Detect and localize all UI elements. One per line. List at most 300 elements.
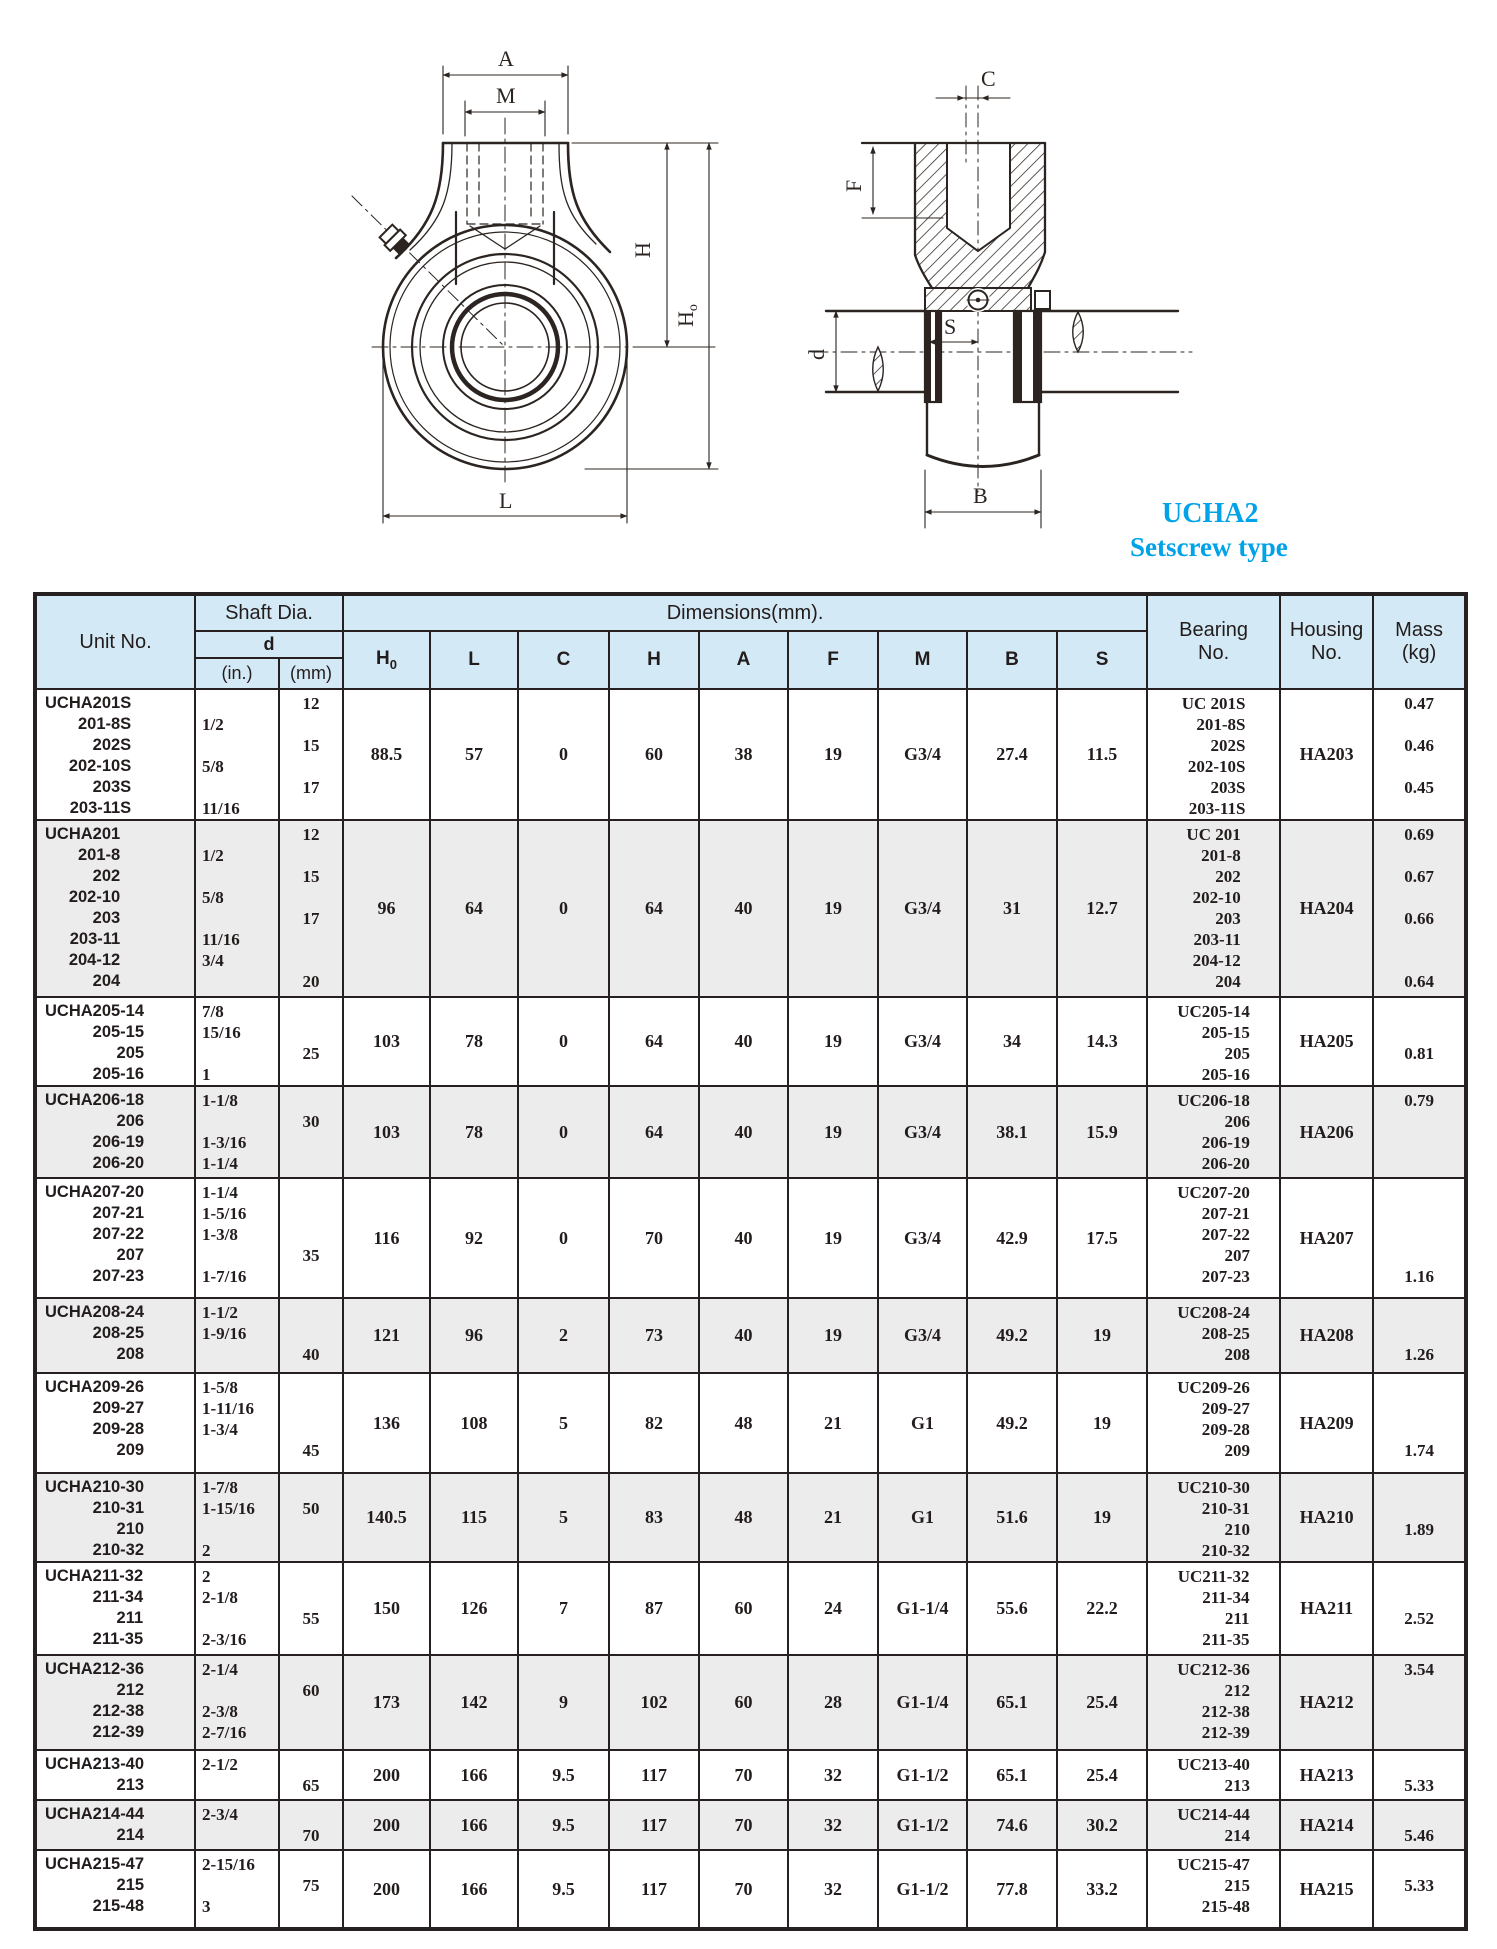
cell-line [280, 1854, 342, 1875]
dim-c-cell: 5 [518, 1373, 609, 1473]
bearing-number-block [1177, 1656, 1250, 1743]
table-row-group [35, 1178, 1466, 1298]
cell-line: 1-3/16 [202, 1133, 247, 1152]
cell-line: UC210-30 [1177, 1478, 1250, 1497]
unit-number-block [40, 1851, 145, 1917]
cell-line: 1-1/2 [202, 1303, 238, 1322]
cell-line: UCHA211-32 [45, 1567, 144, 1585]
dim-h0-cell: 116 [343, 1178, 430, 1298]
dim-s-cell: 11.5 [1057, 689, 1147, 820]
dim-label-M: M [496, 83, 516, 108]
cell-line [280, 1477, 342, 1498]
shaft-in-cell [195, 997, 279, 1086]
mass-cell [1373, 997, 1466, 1086]
header-shaft-d: d [195, 631, 343, 658]
dim-label-d: d [804, 349, 829, 360]
cell-line: 203 [92, 909, 121, 927]
unit-cell [35, 1562, 195, 1655]
cell-line [280, 1203, 342, 1224]
cell-line: UC215-47 [1177, 1855, 1250, 1874]
bearing-number-block [1177, 1801, 1250, 1846]
dim-a-cell: 70 [699, 1750, 788, 1800]
cell-line: 1-7/8 [202, 1478, 238, 1497]
dim-m-cell: G1-1/2 [878, 1850, 967, 1929]
cell-line: 30 [302, 1112, 320, 1131]
bearing-no-cell [1147, 1086, 1280, 1178]
mass-values [1374, 1656, 1464, 1680]
cell-line: UCHA206-18 [45, 1091, 145, 1109]
unit-number-block [40, 1656, 145, 1743]
cell-line [202, 908, 278, 929]
shaft-in-values [196, 1851, 278, 1917]
cell-line [280, 1398, 342, 1419]
cell-line: 1-9/16 [202, 1324, 247, 1343]
cell-line: 212-38 [92, 1702, 145, 1720]
table-row-group [35, 820, 1466, 997]
header-shaft-dia: Shaft Dia. [195, 594, 343, 631]
bearing-no-cell [1147, 1373, 1280, 1473]
dim-h-cell: 64 [609, 820, 699, 997]
dim-l-cell: 126 [430, 1562, 518, 1655]
cell-line [280, 845, 342, 866]
header-shaft-in: (in.) [195, 658, 279, 689]
shaft-in-cell [195, 689, 279, 820]
cell-line: 205 [116, 1044, 145, 1062]
housing-no-cell: HA203 [1280, 689, 1373, 820]
unit-cell [35, 689, 195, 820]
dim-a-cell: 70 [699, 1850, 788, 1929]
shaft-in-values [196, 998, 278, 1085]
cell-line: No. [1311, 642, 1343, 664]
cell-line [280, 756, 342, 777]
shaft-in-cell [195, 820, 279, 997]
dim-a-cell: 48 [699, 1373, 788, 1473]
cell-line: 2-3/4 [202, 1805, 238, 1824]
dim-f-cell: 32 [788, 1750, 878, 1800]
dim-f-cell: 19 [788, 689, 878, 820]
dim-label-C: C [981, 66, 996, 91]
unit-cell [35, 1800, 195, 1850]
cell-line [280, 1224, 342, 1245]
cell-line: 1-3/8 [202, 1225, 238, 1244]
unit-cell [35, 1655, 195, 1750]
unit-number-block [40, 690, 132, 819]
shaft-in-values [196, 1474, 278, 1561]
dim-c-cell: 9.5 [518, 1800, 609, 1850]
cell-line: 205-16 [92, 1065, 145, 1083]
mass-cell [1373, 1373, 1466, 1473]
cell-line [280, 1566, 342, 1587]
cell-line [202, 1111, 278, 1132]
dim-f-cell: 19 [788, 1298, 878, 1373]
cell-line: 210-32 [1201, 1541, 1250, 1560]
cell-line: 15 [302, 867, 320, 886]
dim-a-cell: 40 [699, 1298, 788, 1373]
bearing-no-cell [1147, 1178, 1280, 1298]
dim-c-cell: 0 [518, 1086, 609, 1178]
cell-line: 1-5/8 [202, 1378, 238, 1397]
shaft-in-cell [195, 1562, 279, 1655]
dim-f-cell: 21 [788, 1373, 878, 1473]
unit-cell [35, 1178, 195, 1298]
mass-cell [1373, 1750, 1466, 1800]
cell-line: 212 [116, 1681, 145, 1699]
mass-cell [1373, 1655, 1466, 1750]
cell-line [202, 777, 278, 798]
cell-line: 203-11 [69, 930, 121, 948]
cell-line: 65 [302, 1776, 320, 1795]
dim-s-cell: 19 [1057, 1473, 1147, 1562]
cell-line [1374, 1419, 1464, 1440]
mass-values [1374, 998, 1464, 1064]
dim-c-cell: 2 [518, 1298, 609, 1373]
dim-h-cell: 70 [609, 1178, 699, 1298]
dim-h0-cell: 103 [343, 1086, 430, 1178]
cell-line: 206-20 [92, 1154, 145, 1172]
cell-line: 0.47 [1404, 694, 1434, 713]
dim-b-cell: 65.1 [967, 1655, 1057, 1750]
shaft-mm-cell [279, 1178, 343, 1298]
bearing-number-block [1177, 1474, 1250, 1561]
bearing-number-block [1182, 690, 1246, 819]
bearing-number-block [1177, 1851, 1250, 1917]
cell-line [1374, 1224, 1464, 1245]
cell-line: 204-12 [1192, 951, 1241, 970]
table-row-group [35, 1800, 1466, 1850]
unit-number-block [40, 1299, 145, 1365]
cell-line: 2-1/8 [202, 1588, 238, 1607]
unit-number-block [40, 1374, 145, 1461]
dim-l-cell: 142 [430, 1655, 518, 1750]
cell-line [1374, 1245, 1464, 1266]
cell-line: 11/16 [202, 799, 240, 818]
dim-l-cell: 166 [430, 1850, 518, 1929]
housing-no-cell: HA208 [1280, 1298, 1373, 1373]
cell-line: 50 [302, 1499, 320, 1518]
cell-line [202, 1245, 278, 1266]
cell-line [202, 1519, 278, 1540]
dim-label-S: S [944, 314, 957, 339]
dim-b-cell: 34 [967, 997, 1057, 1086]
cell-line: 211-35 [92, 1630, 144, 1648]
dim-s-cell: 19 [1057, 1298, 1147, 1373]
shaft-in-values [196, 1751, 278, 1775]
dim-s-cell: 22.2 [1057, 1562, 1147, 1655]
bearing-number-block [1177, 1299, 1250, 1365]
dim-b-cell: 55.6 [967, 1562, 1057, 1655]
dim-h0-cell: 200 [343, 1800, 430, 1850]
cell-line: 206 [116, 1112, 145, 1130]
unit-cell [35, 1473, 195, 1562]
spec-table [33, 592, 1468, 1931]
cell-line: 207 [1224, 1246, 1250, 1265]
cell-line: 208 [1224, 1345, 1250, 1364]
cell-line: 201-8 [1201, 846, 1241, 865]
shaft-mm-values [280, 1374, 342, 1461]
cell-line: UCHA205-14 [45, 1002, 145, 1020]
shaft-in-cell [195, 1373, 279, 1473]
dim-s-cell: 30.2 [1057, 1800, 1147, 1850]
bearing-number-block [1178, 1563, 1250, 1650]
cell-line: 5.33 [1404, 1876, 1434, 1895]
dim-m-cell: G1 [878, 1473, 967, 1562]
table-row-group [35, 1086, 1466, 1178]
bearing-number-block [1186, 821, 1240, 992]
dim-s-cell: 25.4 [1057, 1655, 1147, 1750]
unit-number-block [40, 1801, 145, 1846]
shaft-in-values [196, 1087, 278, 1174]
cell-line [280, 1302, 342, 1323]
dim-h0-cell: 173 [343, 1655, 430, 1750]
cell-line: 202S [1210, 736, 1246, 755]
cell-line: No. [1198, 642, 1230, 664]
cell-line: 211 [1224, 1609, 1250, 1628]
cell-line: 215 [1224, 1876, 1250, 1895]
cell-line: 17 [302, 909, 320, 928]
dim-b-cell: 65.1 [967, 1750, 1057, 1800]
cell-line: UC214-44 [1177, 1805, 1250, 1824]
shaft-in-cell [195, 1655, 279, 1750]
mass-values [1374, 1851, 1464, 1896]
shaft-mm-values [280, 1179, 342, 1266]
cell-line [1374, 1203, 1464, 1224]
cell-line: 0.79 [1404, 1091, 1434, 1110]
cell-line: UC206-18 [1177, 1091, 1250, 1110]
cell-line: (kg) [1401, 642, 1437, 664]
housing-no-cell: HA207 [1280, 1178, 1373, 1298]
dim-a-cell: 60 [699, 1562, 788, 1655]
unit-number-block [40, 1751, 145, 1796]
dim-c-cell: 0 [518, 1178, 609, 1298]
shaft-mm-values [280, 1801, 342, 1846]
cell-line: 1 [202, 1065, 211, 1084]
cell-line [1374, 1377, 1464, 1398]
cell-line: UCHA207-20 [45, 1183, 145, 1201]
cell-line: 1-1/4 [202, 1154, 238, 1173]
cell-line: 208-25 [92, 1324, 145, 1342]
dim-m-cell: G1-1/2 [878, 1800, 967, 1850]
dim-label-B: B [973, 483, 988, 508]
mass-cell [1373, 1850, 1466, 1929]
cell-line: 209 [116, 1441, 145, 1459]
shaft-mm-cell [279, 1750, 343, 1800]
unit-number-block [40, 998, 145, 1085]
mass-values [1374, 1474, 1464, 1540]
mass-cell [1373, 1473, 1466, 1562]
shaft-mm-values [280, 1751, 342, 1796]
cell-line: 0.46 [1404, 736, 1434, 755]
cell-line: 60 [302, 1681, 320, 1700]
housing-no-cell: HA214 [1280, 1800, 1373, 1850]
mass-values [1374, 690, 1464, 798]
shaft-mm-values [280, 821, 342, 992]
cell-line: 45 [302, 1441, 320, 1460]
dim-h-cell: 117 [609, 1750, 699, 1800]
dim-h-cell: 64 [609, 997, 699, 1086]
dim-l-cell: 96 [430, 1298, 518, 1373]
cell-line: 5.33 [1404, 1776, 1434, 1795]
unit-number-block [40, 1474, 145, 1561]
dim-l-cell: 64 [430, 820, 518, 997]
cell-line: 209-28 [92, 1420, 145, 1438]
dim-h0-cell: 121 [343, 1298, 430, 1373]
side-view-drawing [812, 86, 1192, 528]
cell-line: 3 [202, 1897, 211, 1916]
shaft-in-values [196, 1374, 278, 1440]
cell-line: UCHA215-47 [45, 1855, 145, 1873]
cell-line [280, 887, 342, 908]
cell-line [202, 693, 278, 714]
cell-line: 1-11/16 [202, 1399, 254, 1418]
table-row-group [35, 997, 1466, 1086]
dim-label-F: F [841, 179, 866, 192]
table-row-group [35, 1473, 1466, 1562]
cell-line: 15/16 [202, 1023, 241, 1042]
cell-line: 70 [302, 1826, 320, 1845]
dim-c-cell: 9 [518, 1655, 609, 1750]
housing-no-cell: HA206 [1280, 1086, 1373, 1178]
dim-b-cell: 51.6 [967, 1473, 1057, 1562]
header-dim-h: H [609, 631, 699, 689]
cell-line: 40 [302, 1345, 320, 1364]
bearing-no-cell [1147, 1562, 1280, 1655]
cell-line [1374, 1854, 1464, 1875]
header-dim-b: B [967, 631, 1057, 689]
cell-line: 209-27 [92, 1399, 145, 1417]
bearing-number-block [1177, 1751, 1250, 1796]
cell-line: 210-31 [1201, 1499, 1250, 1518]
dim-h-cell: 73 [609, 1298, 699, 1373]
cell-line [1374, 887, 1464, 908]
cell-line: 210 [1224, 1520, 1250, 1539]
series-subtitle: Setscrew type [1130, 532, 1288, 562]
mass-values [1374, 1179, 1464, 1287]
header-dim-h0: $H_0$ [343, 631, 430, 689]
cell-line [202, 1680, 278, 1701]
cell-line [1374, 929, 1464, 950]
mass-values [1374, 1801, 1464, 1846]
cell-line: 1-15/16 [202, 1499, 255, 1518]
cell-line [280, 929, 342, 950]
cell-line: 1-5/16 [202, 1204, 247, 1223]
shaft-mm-values [280, 1299, 342, 1365]
dim-m-cell: G1-1/4 [878, 1655, 967, 1750]
cell-line [1374, 1587, 1464, 1608]
dim-h0-cell: 96 [343, 820, 430, 997]
cell-line: 205-15 [1201, 1023, 1250, 1042]
setscrew-icon [378, 223, 412, 257]
mass-values [1374, 1751, 1464, 1796]
cell-line: 2.52 [1404, 1609, 1434, 1628]
shaft-in-cell [195, 1850, 279, 1929]
dim-b-cell: 49.2 [967, 1373, 1057, 1473]
cell-line: 1.16 [1404, 1267, 1434, 1286]
cell-line: 206-19 [92, 1133, 145, 1151]
cell-line [1374, 1302, 1464, 1323]
cell-line: 0.67 [1404, 867, 1434, 886]
dim-h-cell: 117 [609, 1850, 699, 1929]
header-dimensions: Dimensions(mm). [343, 594, 1147, 631]
shaft-mm-cell [279, 1373, 343, 1473]
shaft-in-values [196, 1179, 278, 1287]
shaft-in-values [196, 821, 278, 971]
table-row-group [35, 1298, 1466, 1373]
cell-line [1374, 1001, 1464, 1022]
cell-line: Housing [1289, 619, 1364, 641]
cell-line: 201-8S [77, 715, 132, 733]
dim-a-cell: 40 [699, 1086, 788, 1178]
cell-line [202, 824, 278, 845]
cell-line: 0.66 [1404, 909, 1434, 928]
bearing-no-cell [1147, 997, 1280, 1086]
dim-f-cell: 28 [788, 1655, 878, 1750]
cell-line: 12 [302, 694, 320, 713]
mass-values [1374, 821, 1464, 992]
dim-h-cell: 64 [609, 1086, 699, 1178]
shaft-in-cell [195, 1473, 279, 1562]
cell-line: 0.69 [1404, 825, 1434, 844]
cell-line: 202S [92, 736, 132, 754]
cell-line: 201-8 [78, 846, 121, 864]
cell-line: UC 201S [1181, 694, 1246, 713]
spec-table-wrapper [33, 592, 1468, 1931]
dim-h0-cell: 88.5 [343, 689, 430, 820]
cell-line: 203S [92, 778, 132, 796]
bearing-number-block [1177, 998, 1250, 1085]
unit-number-block [40, 1179, 145, 1287]
cell-line: 212-38 [1201, 1702, 1250, 1721]
cell-line: 2-15/16 [202, 1855, 255, 1874]
cell-line [1374, 1804, 1464, 1825]
mass-values [1374, 1087, 1464, 1111]
dim-f-cell: 19 [788, 820, 878, 997]
dim-l-cell: 57 [430, 689, 518, 820]
mass-cell [1373, 1298, 1466, 1373]
cell-line [1374, 1323, 1464, 1344]
dim-l-cell: 166 [430, 1800, 518, 1850]
housing-no-cell: HA215 [1280, 1850, 1373, 1929]
cell-line: 203S [1210, 778, 1246, 797]
cell-line: 208-25 [1201, 1324, 1250, 1343]
cell-line [1374, 1498, 1464, 1519]
dim-f-cell: 19 [788, 997, 878, 1086]
dim-h-cell: 82 [609, 1373, 699, 1473]
dim-h-cell: 117 [609, 1800, 699, 1850]
dim-b-cell: 74.6 [967, 1800, 1057, 1850]
dim-l-cell: 92 [430, 1178, 518, 1298]
dim-l-cell: 78 [430, 997, 518, 1086]
dim-s-cell: 33.2 [1057, 1850, 1147, 1929]
bearing-no-cell [1147, 1655, 1280, 1750]
cell-line: 75 [302, 1876, 320, 1895]
mass-cell [1373, 1086, 1466, 1178]
cell-line: 209-27 [1201, 1399, 1250, 1418]
cell-line: 1/2 [202, 715, 224, 734]
table-row-group [35, 689, 1466, 820]
unit-cell [35, 1850, 195, 1929]
dim-a-cell: 70 [699, 1800, 788, 1850]
shaft-mm-cell [279, 1298, 343, 1373]
dim-m-cell: G3/4 [878, 820, 967, 997]
dim-b-cell: 38.1 [967, 1086, 1057, 1178]
cell-line: 11/16 [202, 930, 240, 949]
dim-a-cell: 40 [699, 820, 788, 997]
header-shaft-mm: (mm) [279, 658, 343, 689]
cell-line: Bearing [1179, 619, 1249, 641]
cell-line: UCHA201S [45, 694, 132, 712]
cell-line: 0.45 [1404, 778, 1434, 797]
cell-line [1374, 845, 1464, 866]
